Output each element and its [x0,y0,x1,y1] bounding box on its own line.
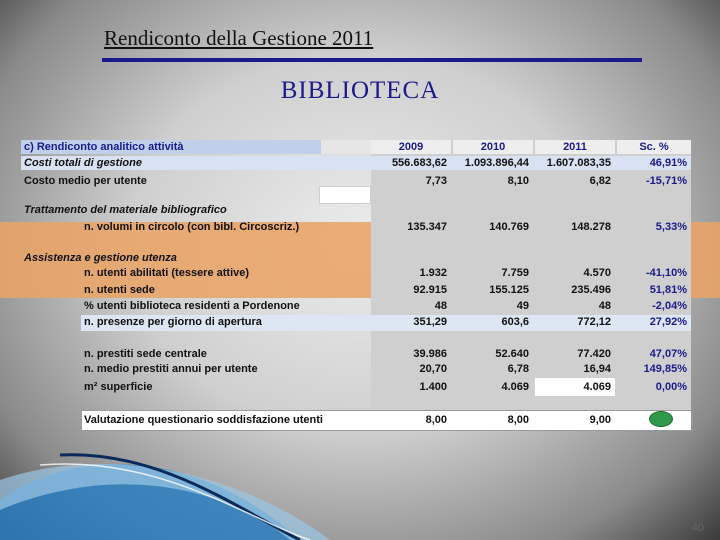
cell-2009: 556.683,62 [391,157,447,169]
group-label: Assistenza e gestione utenza [24,252,177,264]
table-row-label: n. prestiti sede centrale [84,348,207,360]
cell-2011: 772,12 [577,316,611,328]
cell-2011: 148.278 [571,221,611,233]
cell-sc: -15,71% [646,175,687,187]
cell-sc: -2,04% [652,300,687,312]
smiley-face-icon [649,411,673,427]
cell-2010: 4.069 [501,381,529,393]
blank-cell [319,186,371,204]
cell-2011: 4.069 [583,381,611,393]
column-header-2011: 2011 [535,140,615,154]
cell-2009: 39.986 [413,348,447,360]
cell-2010: 8,10 [507,175,529,187]
table-row-label: n. utenti sede [84,284,155,296]
cell-2011: 9,00 [589,414,611,426]
table-row-label: Valutazione questionario soddisfazione utenti [84,414,323,426]
column-header-2009: 2009 [371,140,451,154]
cell-2010: 6,78 [507,363,529,375]
slide-subtitle: BIBLIOTECA [280,77,440,104]
cell-sc: 46,91% [649,157,687,169]
page-number: 40 [691,522,704,534]
column-header-2010: 2010 [453,140,533,154]
cell-sc: 47,07% [649,348,687,360]
cell-2010: 7.759 [501,267,529,279]
table-row-label: n. presenze per giorno di apertura [84,316,262,328]
cell-2010: 52.640 [495,348,529,360]
table-row-label: n. volumi in circolo (con bibl. Circoscriz.) [84,221,300,233]
cell-2009: 1.400 [419,381,447,393]
table-row-label: Costo medio per utente [24,175,147,187]
table-row-label: m² superficie [84,381,153,393]
cell-2009: 20,70 [419,363,447,375]
table-row-label: n. utenti abilitati (tessere attive) [84,267,250,279]
cell-sc: 27,92% [649,316,687,328]
cell-2009: 351,29 [413,316,447,328]
cell-2010: 140.769 [489,221,529,233]
header-gap [321,140,371,154]
cell-sc: 5,33% [655,221,687,233]
cell-2010: 603,6 [501,316,529,328]
cell-2010: 155.125 [489,284,529,296]
cell-2009: 92.915 [413,284,447,296]
table-row-label: n. medio prestiti annui per utente [84,363,258,375]
cell-2011: 235.496 [571,284,611,296]
cell-sc: -41,10% [646,267,687,279]
cell-2011: 48 [598,300,611,312]
cell-2009: 48 [434,300,447,312]
cell-2011: 77.420 [577,348,611,360]
cell-2009: 8,00 [425,414,447,426]
cell-2010: 8,00 [507,414,529,426]
cell-sc: 0,00% [655,381,687,393]
table-row-label: Costi totali di gestione [24,157,142,169]
cell-2010: 1.093.896,44 [464,157,529,169]
cell-sc: 149,85% [643,363,687,375]
data-table [21,140,691,430]
group-label: Trattamento del materiale bibliografico [24,204,227,216]
column-header-sc: Sc. % [617,140,691,154]
table-row-label: % utenti biblioteca residenti a Pordenone [84,300,300,312]
slide-title: Rendiconto della Gestione 2011 [104,26,374,50]
cell-2009: 7,73 [425,175,447,187]
cell-2009: 135.347 [407,221,447,233]
title-underline-rule [102,58,642,62]
cell-2011: 4.570 [583,267,611,279]
cell-2011: 16,94 [583,363,611,375]
cell-2011: 6,82 [589,175,611,187]
cell-2010: 49 [516,300,529,312]
section-header: c) Rendiconto analitico attività [24,141,184,153]
decorative-wave [0,440,720,540]
cell-2009: 1.932 [419,267,447,279]
cell-sc: 51,81% [649,284,687,296]
cell-2011: 1.607.083,35 [546,157,611,169]
